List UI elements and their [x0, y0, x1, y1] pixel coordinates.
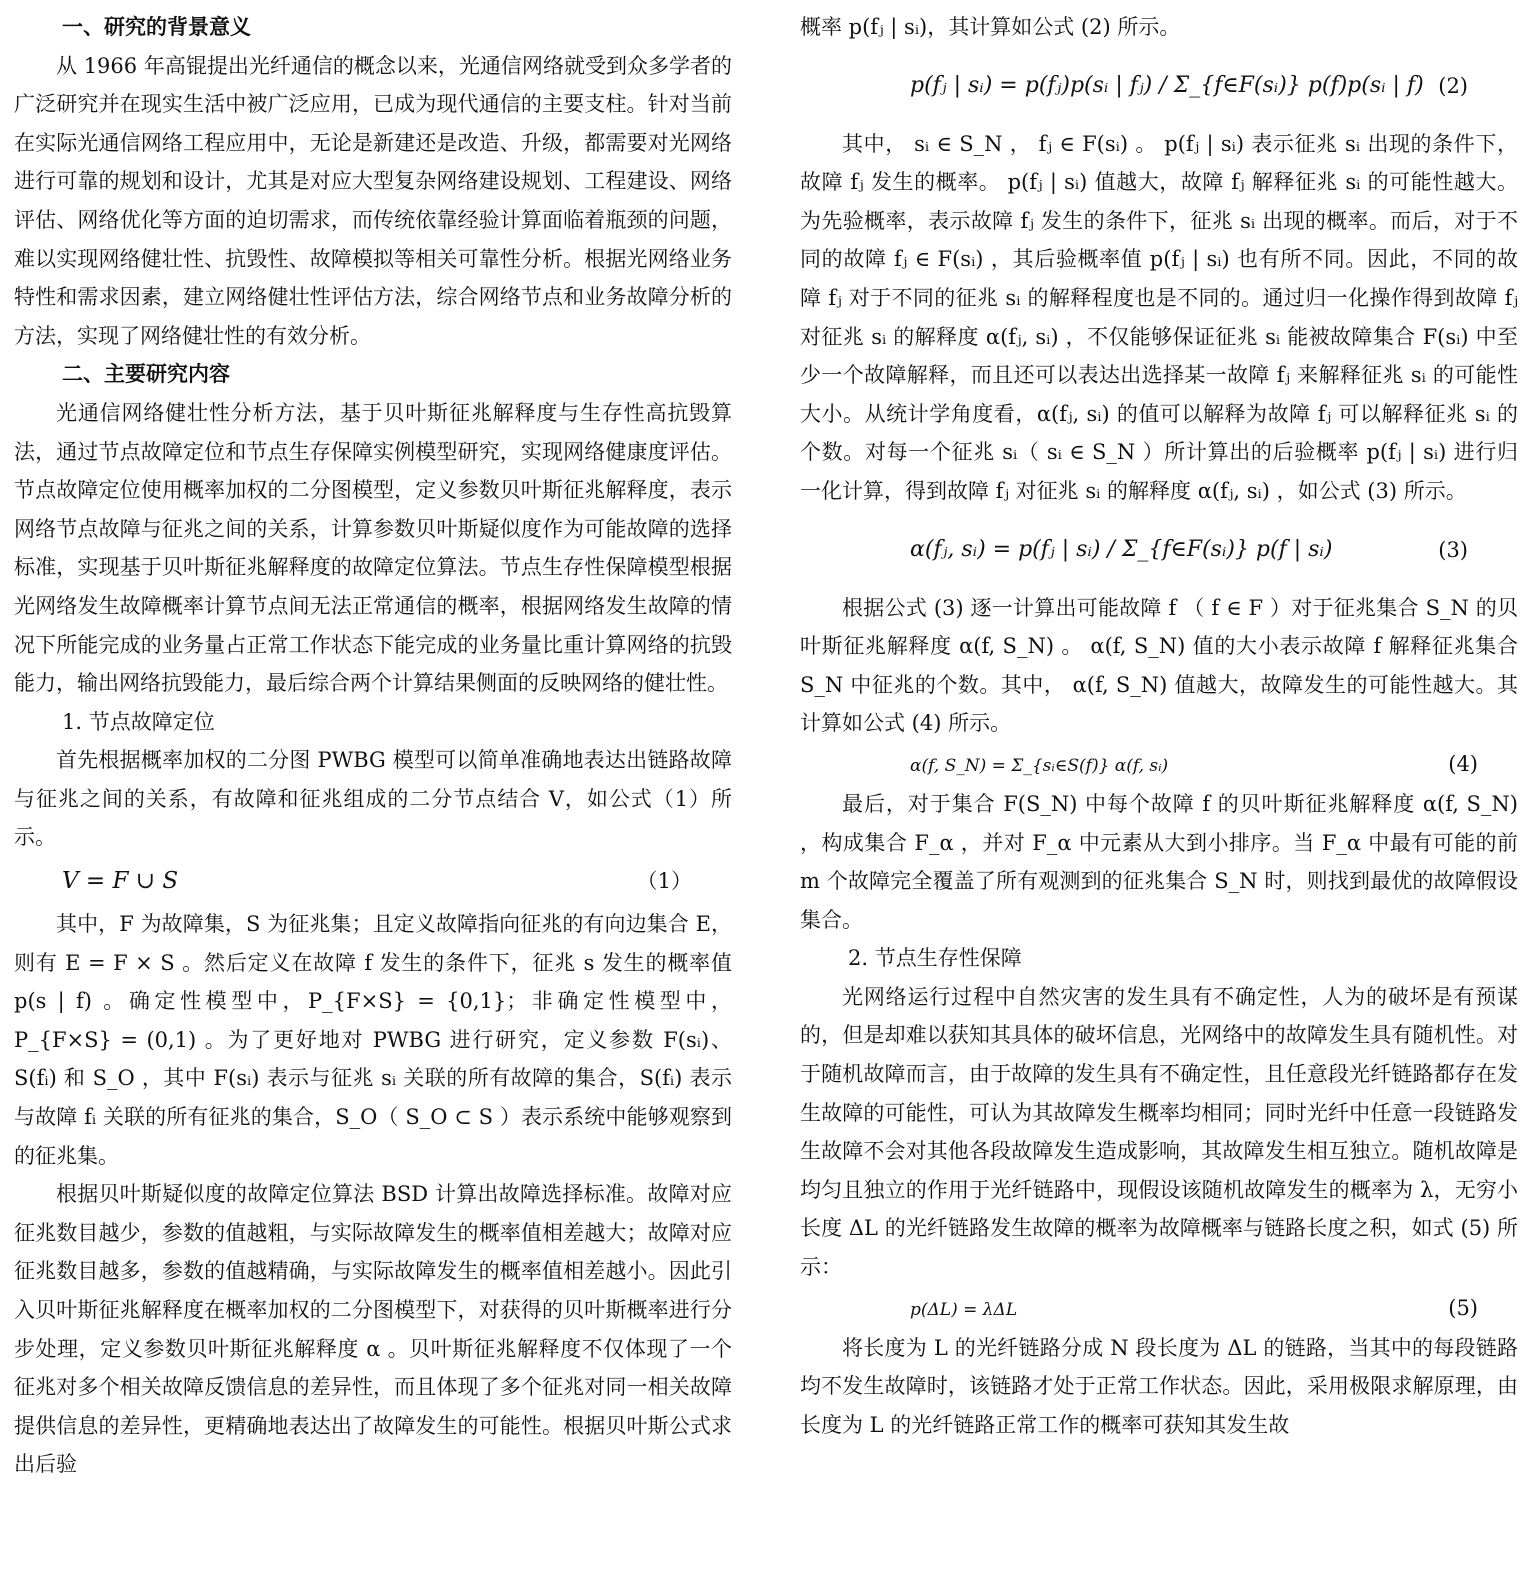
paragraph-bsd-algorithm: 根据贝叶斯疑似度的故障定位算法 BSD 计算出故障选择标准。故障对应征兆数目越少，参数的值越粗，与实际故障发生的概率值相差越大；故障对应征兆数目越多，参数的值越精确，与实际故障发生的概率值相差越小。因此引入贝叶斯征兆解释度在概率加权的二分图模型下，对获得的贝叶斯概率进行分步处理，定义参数贝叶斯征兆解释度 α 。贝叶斯征兆解释度不仅体现了一个征兆对多个相关故障反馈信息的差异性，而且体现了多个征兆对同一相关故障提供信息的差异性，更精确地表达出了故障发生的可能性。根据贝叶斯公式求出后验 — [14, 1182, 732, 1477]
paragraph-fault-hypothesis: 最后，对于集合 F(S_N) 中每个故障 f 的贝叶斯征兆解释度 α(f, S_N) ，构成集合 F_α ，并对 F_α 中元素从大到小排序。当 F_α 中最有可能的前 m 个故障完全覆盖了所有观测到的征兆集合 S_N 时，则找到最优的故障假设集合。 — [800, 791, 1518, 932]
paragraph-definitions: 其中，F 为故障集，S 为征兆集；且定义故障指向征兆的有向边集合 E，则有 E = F × S 。然后定义在故障 f 发生的条件下，征兆 s 发生的概率值 p(s | f) 。确定性模型中，P_{F×S} = {0,1}；非确定性模型中，P_{F×S} = (0,1) 。为了更好地对 PWBG 进行研究，定义参数 F(sᵢ)、S(fᵢ) 和 S_O ，其中 F(sᵢ) 表示与征兆 sᵢ 关联的所有故障的集合，S(fᵢ) 表示与故障 fᵢ 关联的所有征兆的集合，S_O（ S_O ⊂ S ）表示系统中能够观察到的征兆集。 — [14, 912, 732, 1168]
left-column — [14, 8, 732, 1484]
right-column — [800, 8, 1518, 1444]
equation-4-number: (4) — [1448, 751, 1478, 776]
equation-4 — [800, 747, 1518, 781]
subsection-survivability: 2. 节点生存性保障 — [848, 946, 1022, 971]
paragraph-research-content: 光通信网络健壮性分析方法，基于贝叶斯征兆解释度与生存性高抗毁算法，通过节点故障定位和节点生存保障实例模型研究，实现网络健康度评估。节点故障定位使用概率加权的二分图模型，定义参数贝叶斯征兆解释度，表示网络节点故障与征兆之间的关系，计算参数贝叶斯疑似度作为可能故障的选择标准，实现基于贝叶斯征兆解释度的故障定位算法。节点生存性保障模型根据光网络发生故障概率计算节点间无法正常通信的概率，根据网络发生故障的情况下所能完成的业务量占正常工作状态下能完成的业务量比重计算网络的抗毁能力，输出网络抗毁能力，最后综合两个计算结果侧面的反映网络的健壮性。 — [14, 400, 732, 696]
equation-5 — [800, 1291, 1518, 1325]
paragraph-posterior-explanation: 其中， sᵢ ∈ S_N ， fⱼ ∈ F(sᵢ) 。 p(fⱼ | sᵢ) 表示征兆 sᵢ 出现的条件下，故障 fⱼ 发生的概率。 p(fⱼ | sᵢ) 值越大，故障 fⱼ 解释征兆 sᵢ 的可能性越大。为先验概率，表示故障 fⱼ 发生的条件下，征兆 sᵢ 出现的概率。而后，对于不同的故障 fⱼ ∈ F(sᵢ) ，其后验概率值 p(fⱼ | sᵢ) 也有所不同。因此，不同的故障 fⱼ 对于不同的征兆 sᵢ 的解释程度也是不同的。通过归一化操作得到故障 fⱼ 对征兆 sᵢ 的解释度 α(fⱼ, sᵢ) ，不仅能够保证征兆 sᵢ 能被故障集合 F(sᵢ) 中至少一个故障解释，而且还可以表达出选择某一故障 fⱼ 来解释征兆 sᵢ 的可能性大小。从统计学角度看，α(fⱼ, sᵢ) 的值可以解释为故障 fⱼ 可以解释征兆 sᵢ 的个数。对每一个征兆 sᵢ（ sᵢ ∈ S_N ）所计算出的后验概率 p(fⱼ | sᵢ) 进行归一化计算，得到故障 fⱼ 对征兆 sᵢ 的解释度 α(fⱼ, sᵢ) ，如公式 (3) 所示。 — [800, 131, 1518, 503]
equation-4-expression: α(f, S_N) = Σ_{sᵢ∈S(f)} α(f, sᵢ) — [910, 755, 1169, 776]
equation-3-number: (3) — [1438, 537, 1468, 562]
equation-1-expression: V = F ∪ S — [62, 868, 179, 895]
paragraph-interpretation-degree: 根据公式 (3) 逐一计算出可能故障 f （ f ∈ F ）对于征兆集合 S_N 的贝叶斯征兆解释度 α(f, S_N) 。 α(f, S_N) 值的大小表示故障 f 解释征兆集合 S_N 中征兆的个数。其中， α(f, S_N) 值越大，故障发生的可能性越大。其计算如公式 (4) 所示。 — [800, 595, 1518, 736]
equation-5-number: (5) — [1448, 1295, 1478, 1320]
paragraph-posterior-continued: 概率 p(fⱼ | sᵢ)，其计算如公式 (2) 所示。 — [800, 15, 1181, 39]
paragraph-pwbg-model: 首先根据概率加权的二分图 PWBG 模型可以简单准确地表达出链路故障与征兆之间的关系，有故障和征兆组成的二分节点结合 V，如公式（1）所示。 — [14, 748, 732, 850]
section-heading-2: 二、主要研究内容 — [62, 361, 230, 387]
equation-2-expression: p(fⱼ | sᵢ) = p(fⱼ)p(sᵢ | fⱼ) / Σ_{f∈F(sᵢ)} p(f)p(sᵢ | f) — [910, 72, 1424, 98]
equation-1 — [14, 861, 732, 901]
equation-3 — [800, 515, 1518, 585]
paragraph-random-fault: 光网络运行过程中自然灾害的发生具有不确定性，人为的破坏是有预谋的，但是却难以获知其具体的破坏信息，光网络中的故障发生具有随机性。对于随机故障而言，由于故障的发生具有不确定性，且任意段光纤链路都存在发生故障的可能性，可认为其故障发生概率均相同；同时光纤中任意一段链路发生故障不会对其他各段故障发生造成影响，其故障发生相互独立。随机故障是均匀且独立的作用于光纤链路中，现假设该随机故障发生的概率为 λ，无穷小长度 ΔL 的光纤链路发生故障的概率为故障概率与链路长度之积，如式 (5) 所示： — [800, 984, 1518, 1280]
subsection-fault-location: 1. 节点故障定位 — [62, 709, 215, 734]
equation-2-number: (2) — [1438, 73, 1468, 98]
equation-1-number: （1） — [636, 869, 692, 894]
equation-5-expression: p(ΔL) = λΔL — [910, 1299, 1018, 1320]
equation-3-expression: α(fⱼ, sᵢ) = p(fⱼ | sᵢ) / Σ_{f∈F(sᵢ)} p(f | sᵢ) — [910, 536, 1333, 562]
paragraph-background: 从 1966 年高锟提出光纤通信的概念以来，光通信网络就受到众多学者的广泛研究并在现实生活中被广泛应用，已成为现代通信的主要支柱。针对当前在实际光通信网络工程应用中，无论是新建还是改造、升级，都需要对光网络进行可靠的规划和设计，尤其是对应大型复杂网络建设规划、工程建设、网络评估、网络优化等方面的迫切需求，而传统依靠经验计算面临着瓶颈的问题，难以实现网络健壮性、抗毁性、故障模拟等相关可靠性分析。根据光网络业务特性和需求因素，建立网络健壮性评估方法，综合网络节点和业务故障分析的方法，实现了网络健壮性的有效分析。 — [14, 53, 732, 348]
paragraph-link-segments: 将长度为 L 的光纤链路分成 N 段长度为 ΔL 的链路，当其中的每段链路均不发生故障时，该链路才处于正常工作状态。因此，采用极限求解原理，由长度为 L 的光纤链路正常工作的概率可获知其发生故 — [800, 1335, 1518, 1437]
equation-2 — [800, 51, 1518, 121]
section-heading-1: 一、研究的背景意义 — [62, 14, 251, 39]
